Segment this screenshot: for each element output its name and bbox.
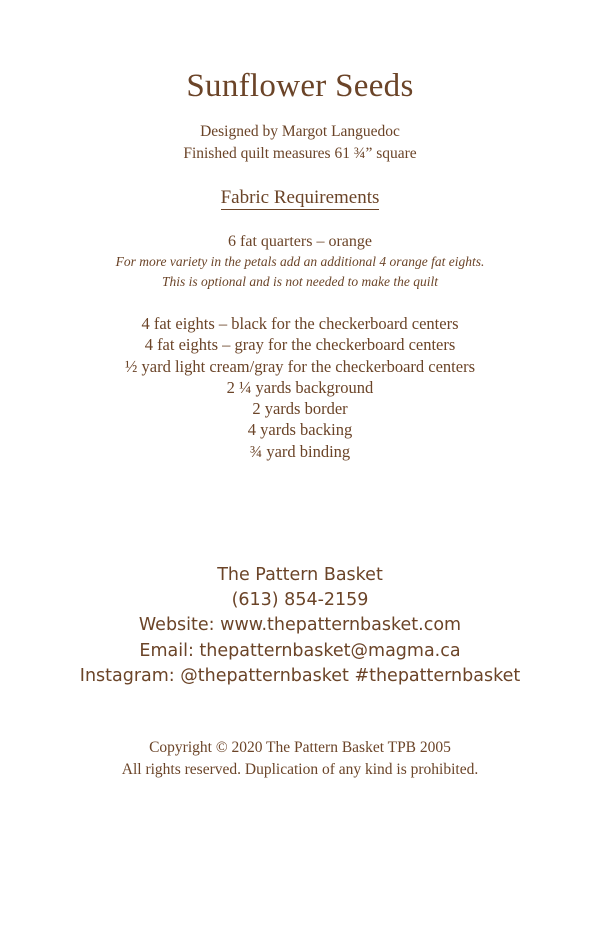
rights-line: All rights reserved. Duplication of any kind is prohibited.: [121, 761, 479, 778]
designer-credit: Designed by Margot Languedoc: [200, 123, 400, 140]
contact-block: [0, 563, 600, 689]
byline: [0, 121, 600, 165]
phone-number: (613) 854-2159: [231, 590, 369, 611]
email-link[interactable]: Email: thepatternbasket@magma.ca: [139, 640, 461, 661]
company-name: The Pattern Basket: [217, 565, 383, 585]
fabric-note-line: This is optional and is not needed to make the quilt: [162, 274, 438, 289]
fabric-list-item: 2 yards border: [252, 399, 348, 419]
fabric-main-item: 6 fat quarters – orange: [228, 233, 372, 250]
copyright-line: Copyright © 2020 The Pattern Basket TPB 2005: [149, 739, 451, 756]
fabric-requirements-heading: [0, 186, 600, 210]
page-title: Sunflower Seeds: [186, 68, 414, 104]
fabric-note: [0, 252, 600, 292]
fabric-list-item: 2 ¼ yards background: [226, 377, 374, 397]
instagram-handle[interactable]: Instagram: @thepatternbasket #thepatternbasket: [79, 665, 521, 686]
fabric-list-item: ½ yard light cream/gray for the checkerboard centers: [125, 356, 475, 376]
fabric-note-line: For more variety in the petals add an additional 4 orange fat eights.: [115, 254, 485, 269]
fabric-list-item: 4 yards backing: [247, 420, 353, 440]
fabric-requirements-heading-text: Fabric Requirements: [220, 187, 380, 208]
fabric-list-item: ¾ yard binding: [249, 441, 351, 461]
fabric-list-item: 4 fat eights – gray for the checkerboard centers: [144, 335, 456, 355]
website-link[interactable]: Website: www.thepatternbasket.com: [138, 615, 462, 636]
fabric-list: [0, 313, 600, 462]
quilt-measurement: Finished quilt measures 61 ¾” square: [183, 145, 417, 162]
fabric-list-item: 4 fat eights – black for the checkerboard centers: [141, 314, 459, 333]
copyright-block: [0, 737, 600, 781]
